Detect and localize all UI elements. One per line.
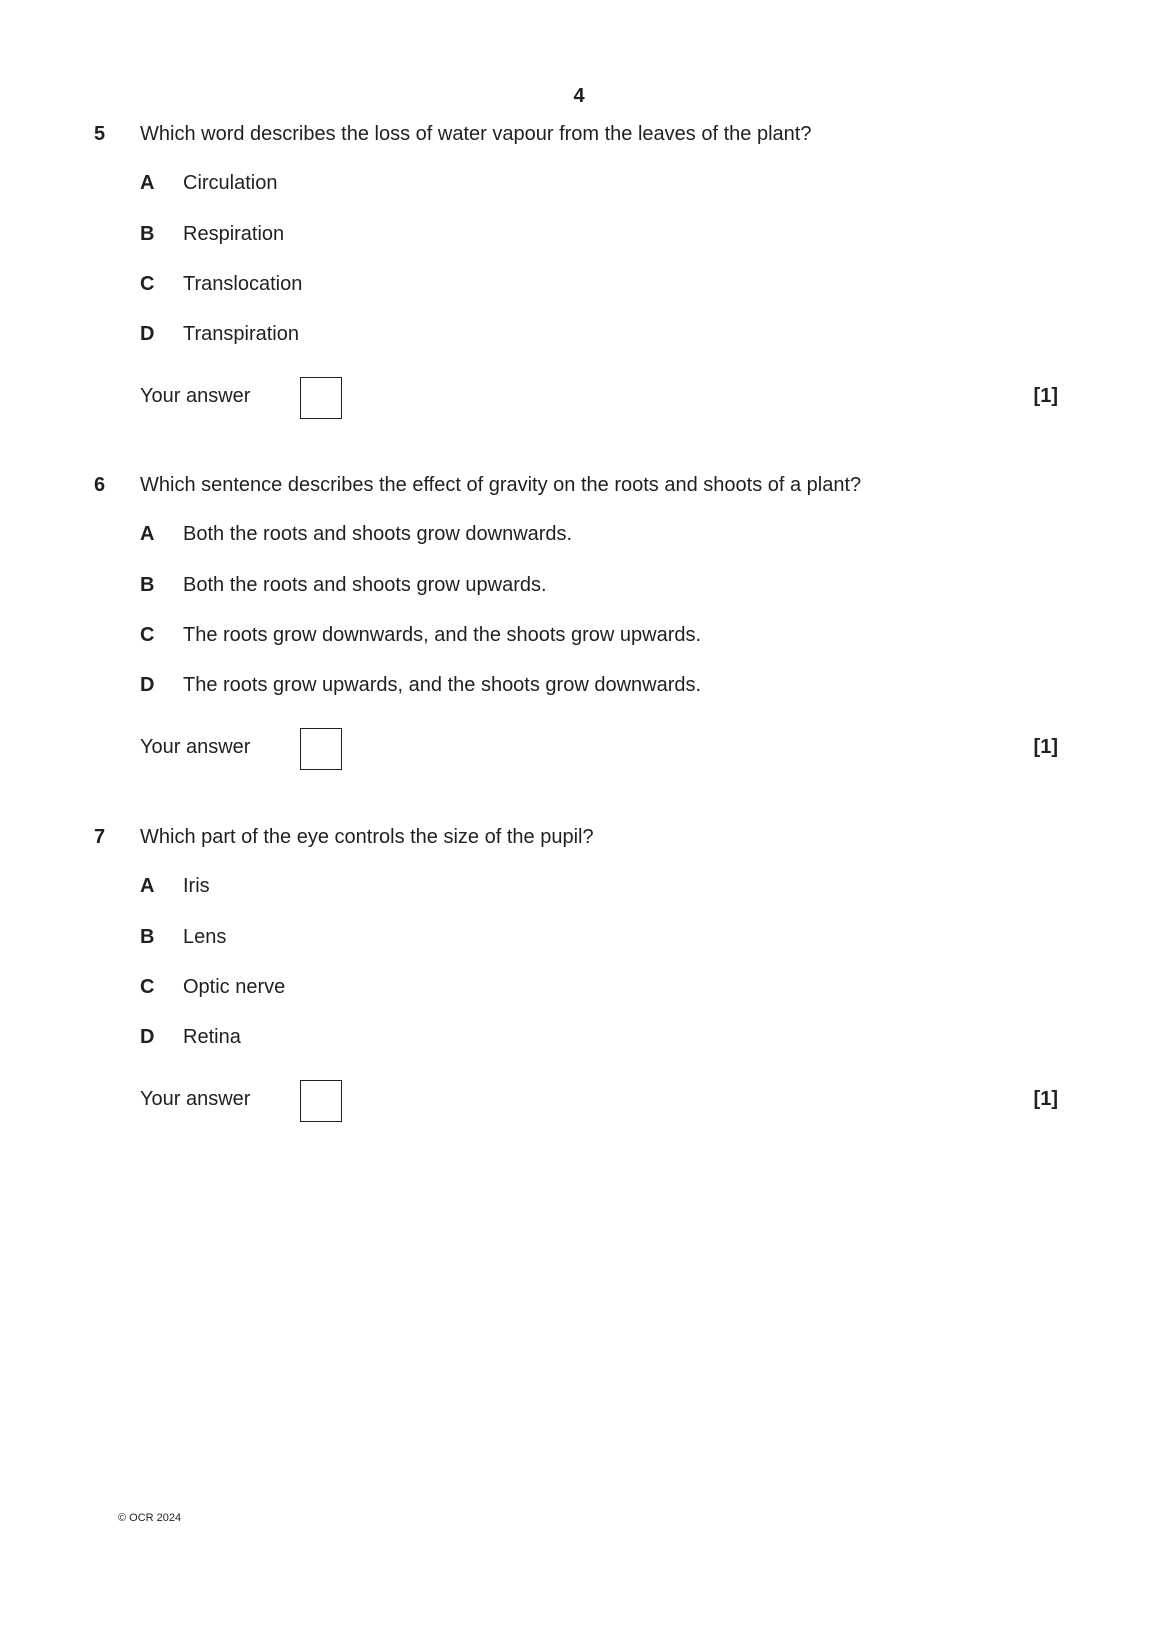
question-number: 5 (94, 123, 106, 145)
option-text: Lens (183, 926, 227, 948)
page-number: 4 (573, 85, 585, 107)
option-letter: D (140, 674, 155, 696)
your-answer-label: Your answer (140, 385, 251, 407)
marks-label: [1] (1033, 736, 1058, 758)
option-letter: C (140, 976, 155, 998)
question-text: Which word describes the loss of water vapour from the leaves of the plant? (140, 123, 812, 145)
marks-label: [1] (1033, 385, 1058, 407)
option-text: Respiration (183, 223, 285, 245)
marks-label: [1] (1033, 1088, 1058, 1110)
option-letter: D (140, 323, 155, 345)
option-text: Iris (183, 875, 210, 897)
option-text: Circulation (183, 172, 278, 194)
option-text: Translocation (183, 273, 303, 295)
question-text: Which sentence describes the effect of gravity on the roots and shoots of a plant? (140, 474, 862, 496)
option-letter: B (140, 574, 155, 596)
question-number: 6 (94, 474, 106, 496)
option-text: Both the roots and shoots grow downwards. (183, 523, 573, 545)
option-letter: A (140, 875, 155, 897)
option-letter: D (140, 1026, 155, 1048)
option-text: Both the roots and shoots grow upwards. (183, 574, 547, 596)
option-text: The roots grow upwards, and the shoots grow downwards. (183, 674, 702, 696)
question-7 (0, 824, 1158, 1164)
answer-box[interactable] (300, 1080, 342, 1122)
answer-box[interactable] (300, 377, 342, 419)
option-letter: B (140, 223, 155, 245)
question-number: 7 (94, 826, 106, 848)
copyright-footer: © OCR 2024 (118, 1512, 182, 1524)
option-letter: C (140, 273, 155, 295)
question-6 (0, 472, 1158, 812)
option-letter: B (140, 926, 155, 948)
your-answer-label: Your answer (140, 1088, 251, 1110)
option-text: Retina (183, 1026, 241, 1048)
option-letter: A (140, 172, 155, 194)
question-text: Which part of the eye controls the size of the pupil? (140, 826, 594, 848)
option-text: The roots grow downwards, and the shoots grow upwards. (183, 624, 702, 646)
option-text: Transpiration (183, 323, 299, 345)
answer-box[interactable] (300, 728, 342, 770)
option-letter: C (140, 624, 155, 646)
option-letter: A (140, 523, 155, 545)
question-5 (0, 121, 1158, 461)
option-text: Optic nerve (183, 976, 286, 998)
your-answer-label: Your answer (140, 736, 251, 758)
